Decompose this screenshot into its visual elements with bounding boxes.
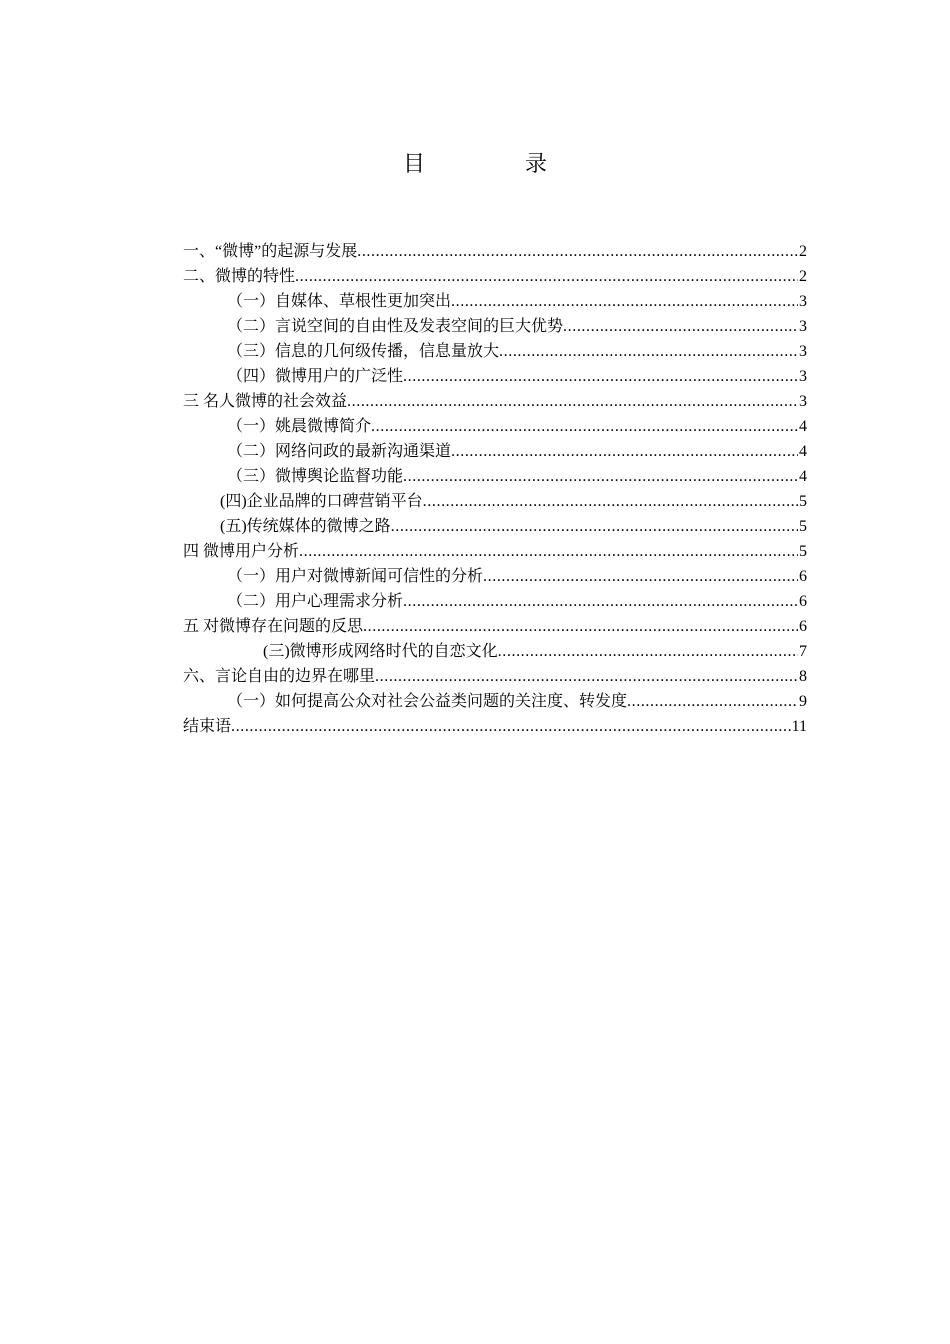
toc-entry[interactable]	[183, 689, 807, 714]
toc-dot-leader	[451, 439, 798, 464]
toc-entry-label: （二）网络问政的最新沟通渠道	[227, 443, 452, 460]
toc-entry-label: (三)微博形成网络时代的自恋文化	[263, 643, 498, 660]
toc-entry-label: （一）如何提高公众对社会公益类问题的关注度、转发度	[227, 693, 628, 710]
toc-entry[interactable]	[183, 339, 807, 364]
toc-entry-page-number: 4	[799, 418, 807, 435]
toc-entry-label: （一）自媒体、草根性更加突出	[227, 293, 452, 310]
toc-entry-label: （一）姚晨微博简介	[227, 418, 372, 435]
toc-entry[interactable]	[183, 539, 807, 564]
toc-dot-leader	[498, 639, 798, 664]
toc-entry[interactable]	[183, 439, 807, 464]
toc-entry-label: （二）用户心理需求分析	[227, 593, 404, 610]
toc-entry-label: 六、言论自由的边界在哪里	[183, 668, 376, 685]
toc-entry-page-number: 3	[799, 293, 807, 310]
toc-title	[0, 148, 950, 182]
toc-dot-leader	[403, 364, 798, 389]
toc-entry-label: 一、“微博”的起源与发展	[183, 243, 358, 260]
toc-entry-page-number: 11	[791, 718, 807, 735]
toc-entry-page-number: 2	[799, 268, 807, 285]
toc-entry[interactable]	[183, 564, 807, 589]
toc-entry-label: (四)企业品牌的口碑营销平台	[220, 493, 423, 510]
toc-dot-leader	[295, 264, 798, 289]
toc-dot-leader	[403, 464, 798, 489]
toc-entry-page-number: 7	[799, 643, 807, 660]
toc-entry[interactable]	[183, 639, 807, 664]
toc-entry[interactable]	[183, 514, 807, 539]
toc-entry[interactable]	[183, 464, 807, 489]
toc-entry-label: （三）信息的几何级传播，信息量放大	[227, 343, 500, 360]
toc-entry-page-number: 5	[799, 493, 807, 510]
toc-entry-page-number: 3	[799, 393, 807, 410]
toc-entry[interactable]	[183, 239, 807, 264]
toc-entry-label: 五 对微博存在问题的反思	[183, 618, 364, 635]
toc-dot-leader	[483, 564, 798, 589]
toc-dot-leader	[363, 614, 798, 639]
toc-entry-page-number: 5	[799, 518, 807, 535]
toc-entry-label: 二、微博的特性	[183, 268, 296, 285]
toc-dot-leader	[627, 689, 798, 714]
toc-dot-leader	[499, 339, 798, 364]
toc-entry-page-number: 4	[799, 468, 807, 485]
toc-entry-label: （一）用户对微博新闻可信性的分析	[227, 568, 484, 585]
toc-entry-page-number: 3	[799, 318, 807, 335]
toc-entry[interactable]	[183, 614, 807, 639]
toc-entry[interactable]	[183, 314, 807, 339]
toc-entry-label: 三 名人微博的社会效益	[183, 393, 348, 410]
toc-title-char-1: 目	[402, 152, 425, 177]
toc-dot-leader	[371, 414, 798, 439]
toc-entry[interactable]	[183, 289, 807, 314]
toc-entry-label: (五)传统媒体的微博之路	[220, 518, 391, 535]
toc-entry-page-number: 6	[799, 568, 807, 585]
toc-entry-page-number: 8	[799, 668, 807, 685]
toc-dot-leader	[423, 489, 798, 514]
toc-entry-page-number: 9	[799, 693, 807, 710]
toc-entry-label: 四 微博用户分析	[183, 543, 300, 560]
toc-title-char-2: 录	[525, 152, 548, 177]
toc-dot-leader	[357, 239, 798, 264]
toc-entry[interactable]	[183, 414, 807, 439]
toc-entry-page-number: 2	[799, 243, 807, 260]
toc-entry-page-number: 3	[799, 368, 807, 385]
toc-dot-leader	[299, 539, 798, 564]
toc-entry[interactable]	[183, 589, 807, 614]
toc-entry-page-number: 5	[799, 543, 807, 560]
toc-entry-label: （四）微博用户的广泛性	[227, 368, 404, 385]
toc-dot-leader	[231, 714, 791, 739]
toc-entry[interactable]	[183, 664, 807, 689]
toc-dot-leader	[563, 314, 798, 339]
toc-entry-label: （二）言说空间的自由性及发表空间的巨大优势	[227, 318, 564, 335]
toc-entry-page-number: 6	[799, 593, 807, 610]
toc-entry[interactable]	[183, 714, 807, 739]
toc-entry-label: （三）微博舆论监督功能	[227, 468, 404, 485]
toc-dot-leader	[375, 664, 798, 689]
table-of-contents	[183, 239, 807, 739]
toc-dot-leader	[391, 514, 798, 539]
toc-entry-page-number: 4	[799, 443, 807, 460]
toc-entry[interactable]	[183, 364, 807, 389]
toc-dot-leader	[451, 289, 798, 314]
toc-entry-page-number: 6	[799, 618, 807, 635]
toc-dot-leader	[403, 589, 798, 614]
toc-entry[interactable]	[183, 489, 807, 514]
toc-dot-leader	[347, 389, 798, 414]
toc-entry[interactable]	[183, 264, 807, 289]
toc-entry-label: 结束语	[183, 718, 232, 735]
toc-entry[interactable]	[183, 389, 807, 414]
toc-entry-page-number: 3	[799, 343, 807, 360]
